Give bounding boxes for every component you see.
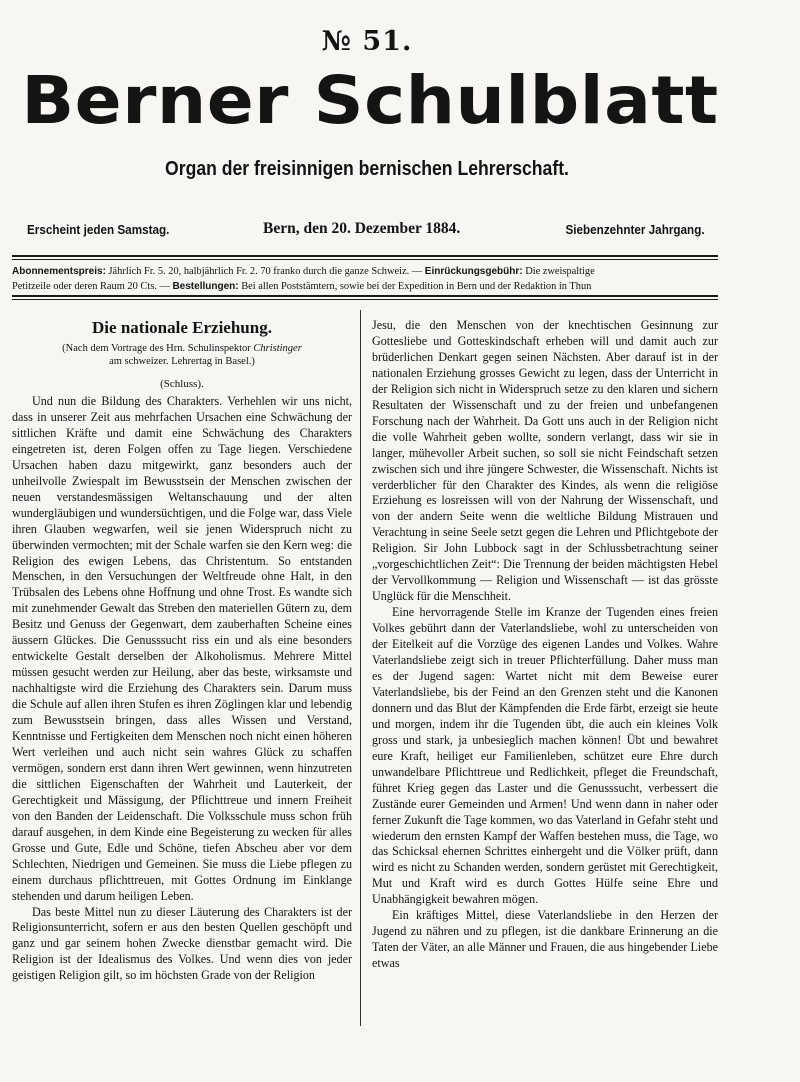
masthead-title: Berner Schulblatt: [21, 62, 719, 139]
subscription-price: Jährlich Fr. 5. 20, halbjährlich Fr. 2. 70 franko durch die ganze Schweiz. —: [108, 266, 423, 277]
note-author-name: Christinger: [253, 343, 302, 354]
orders-label: Bestellungen:: [172, 281, 239, 292]
insertion-fee-text: Die zweispaltige: [525, 266, 595, 277]
article-paragraph: Ein kräftiges Mittel, diese Vaterlandsliebe in den Herzen der Jugend zu nähren und zu pflegen, ist die dankbare Erinnerung an die Taten der Väter, an alle Männer und Frauen, die aus hingebender Liebe etwas: [372, 908, 718, 971]
volume-year: Siebenzehnter Jahrgang.: [565, 222, 705, 237]
orders-text: Bei allen Poststämtern, sowie bei der Expedition in Bern und der Redaktion in Thun: [241, 281, 592, 292]
rule-bottom-thin: [12, 299, 718, 300]
place-and-date: Bern, den 20. Dezember 1884.: [263, 220, 461, 237]
subscription-label: Abonnementspreis:: [12, 266, 106, 277]
rule-bottom-thick: [12, 295, 718, 297]
issue-info-line: [27, 220, 717, 240]
subscription-info: [12, 264, 718, 294]
note-prefix: (Nach dem Vortrage des Hrn. Schulinspektor: [62, 343, 251, 354]
publication-schedule: Erscheint jeden Samstag.: [27, 222, 170, 237]
continuation-mark: (Schluss).: [160, 378, 204, 390]
article-source-note: [12, 342, 352, 368]
insertion-fee-text-cont: Petitzeile oder deren Raum 20 Cts. —: [12, 281, 170, 292]
article-paragraph: Jesu, die den Menschen von der knechtischen Gesinnung zur Gottesliebe und Gotteskindschaft erheben will und damit auch zur brüderlichen Denkart gegen seinen Nächsten. Aber darauf ist in der nationalen Erziehung grosses Gewicht zu legen, dass der Unterricht in der Religion sich nicht in Widerspruch setze zu den klaren und sichern Resultaten der Wissenschaft und zu der freien und unbefangenen Forschung nach der Wahrheit. Da Gott uns auch in der Religion nicht die volle Wahrheit geben wollte, sondern verlangt, dass wir sie in langer, mühevoller Arbeit suchen, so soll sie nicht Feindschaft setzen zwischen sich und ihre jüngere Schwester, die Wissenschaft. Nichts ist verderblicher für den Charakter des Kindes, als wenn die religiöse Erziehung es losreissen will von der Nahrung der Wissenschaft, und von der andern Seite wenn die weltliche Bildung Mistrauen und Verachtung in seine Seele setzt gegen die Lehren und Pflichtgebote der Religion. Sir John Lubbock sagt in der Schlussbetrachtung seiner „vorgeschichtlichen Zeit“: Die Trennung der beiden mächtigsten Hebel der Vervollkommung — Religion und Wissenschaft — ist das grösste Unglück für die Menschheit.: [372, 318, 718, 604]
insertion-fee-label: Einrückungsgebühr:: [424, 266, 523, 277]
article-column-left: [12, 318, 352, 984]
article-paragraph: Und nun die Bildung des Charakters. Verhehlen wir uns nicht, dass in unserer Zeit aus mehrfachen Ursachen eine Schwächung der sittlichen Kräfte und damit eine Schwächung des Charakters eingetreten ist, deren Folgen offen zu Tage liegen. Verschiedene Ursachen haben dazu mitgewirkt, ganz besonders auch der unheilvolle Zwiespalt im Bewusstsein der Menschen zwischen der neuen verstandesmässigen Weltanschauung und der alten wundergläubigen und wundersüchtigen, und die Folge war, dass Viele ihren Glauben wegwarfen, weil sie jenen Widerspruch nicht zu überwinden vermochten; mit der Schale warfen sie den Kern weg: die Religion des ewigen Lebens, das Christentum. So entstanden Menschen, in den Versuchungen der Weltfreude ohne Halt, in den Trübsalen des Lebens ohne Hoffnung und ohne Trost. Es wandte sich mit zunehmender Gewalt das Streben den materiellen Gütern zu, dem Besitz und Genuss der Gegenwart, dem zauberhaften Scheine eines äussern Glückes. Die Genusssucht riss ein und als eine besonders entwickelte Gestalt derselben der Alkoholismus. Mehrere Mittel müssen gesucht werden zur Heilung, aber das beste, wirksamste und nachhaltigste wird die Erziehung des Charakters sein. Darum muss die Schule auf allen ihren Stufen es ihren Zöglingen klar und lebendig zum Bewusstsein bringen, dass alles Wissen und Verstand, Kenntnisse und Fertigkeiten dem Menschen noch nicht einen höheren Wert verleihen und auch nicht sein wahres Glück zu schaffen vermögen, sondern erst dann ihren Wert gewinnen, wenn hinzutreten die sittlichen Eigenschaften der Wahrheit und Lauterkeit, der Gerechtigkeit und Mässigung, der Pflichttreue und innern Freiheit von den Banden der Leidenschaft. Die Volksschule muss schon früh darauf ausgehen, in dem Kinde eine Begeisterung zu wecken für alles Grosse und Gute, Edle und Schöne, tiefen Abscheu aber vor dem Schlechten, Niedrigen und Gemeinen. Sie muss die Liebe pflegen zu einem durchaus pflichttreuen, mit Gottes Ordnung im Einklange stehenden und darum heiligen Leben.: [12, 394, 352, 903]
rule-top-thin: [12, 259, 718, 260]
subscription-line-2: [12, 279, 718, 294]
column-divider: [360, 310, 361, 1026]
note-suffix: am schweizer. Lehrertag in Basel.): [109, 356, 255, 367]
article-paragraph: Eine hervorragende Stelle im Kranze der Tugenden eines freien Volkes gebührt dann der Vaterlandsliebe, wohl zu unterscheiden von der Eitelkeit auf die Vorzüge des eigenen Landes und Volkes. Wahre Vaterlandsliebe zeigt sich in treuer Pflichterfüllung. Daher muss man es der Jugend sagen: Wartet nicht mit dem Beweise eurer Vaterlandsliebe, bis der Feind an den Grenzen steht und die Kanonen donnern und das Blut der Kämpfenden die Erde färbt, erzeigt sie heute und morgen, indem ihr die Tugenden übt, die auch ein kleines Volk gross und stark, ja unbesieglich machen können! Übt und bewahret eure Kraft, heiliget eur Familienleben, schützet eure Ehre durch unwandelbare Pflichttreue und Redlichkeit, pfleget die Freundschaft, führet Krieg gegen das Laster und die Genusssucht, verbessert die Zustände eurer Gemeinden und Armen! Und wenn dann in naher oder ferner Zukunft die Tage kommen, wo das Vaterland in Gefahr steht und wiederum den ernsten Kampf der Waffen bestehen muss, die Tage, wo das Schicksal ehernen Schrittes einhergeht und die Völker prüft, dann wird es nicht zu Schanden werden, sondern gerüstet mit Gerechtigkeit, Mut und Kraft wird es durch Gottes Hülfe seine Ehre und Unabhängigkeit bewahren mögen.: [372, 605, 718, 907]
article-title: Die nationale Erziehung.: [92, 318, 272, 337]
article-paragraph: Das beste Mittel nun zu dieser Läuterung des Charakters ist der Religionsunterricht, sofern er aus den besten Quellen geschöpft und ganz und gar seinem hohen Zwecke dienstbar gemacht wird. Die Religion ist der Idealismus des Volkes. Und wenn dies von jeder geistigen Religion gilt, so im höchsten Grade von der Religion: [12, 904, 352, 983]
masthead-subtitle: Organ der freisinnigen bernischen Lehrerschaft.: [165, 158, 569, 180]
article-column-right: [372, 318, 718, 972]
subscription-line-1: [12, 264, 718, 279]
rule-top-thick: [12, 255, 718, 257]
issue-number: № 51.: [321, 26, 413, 57]
